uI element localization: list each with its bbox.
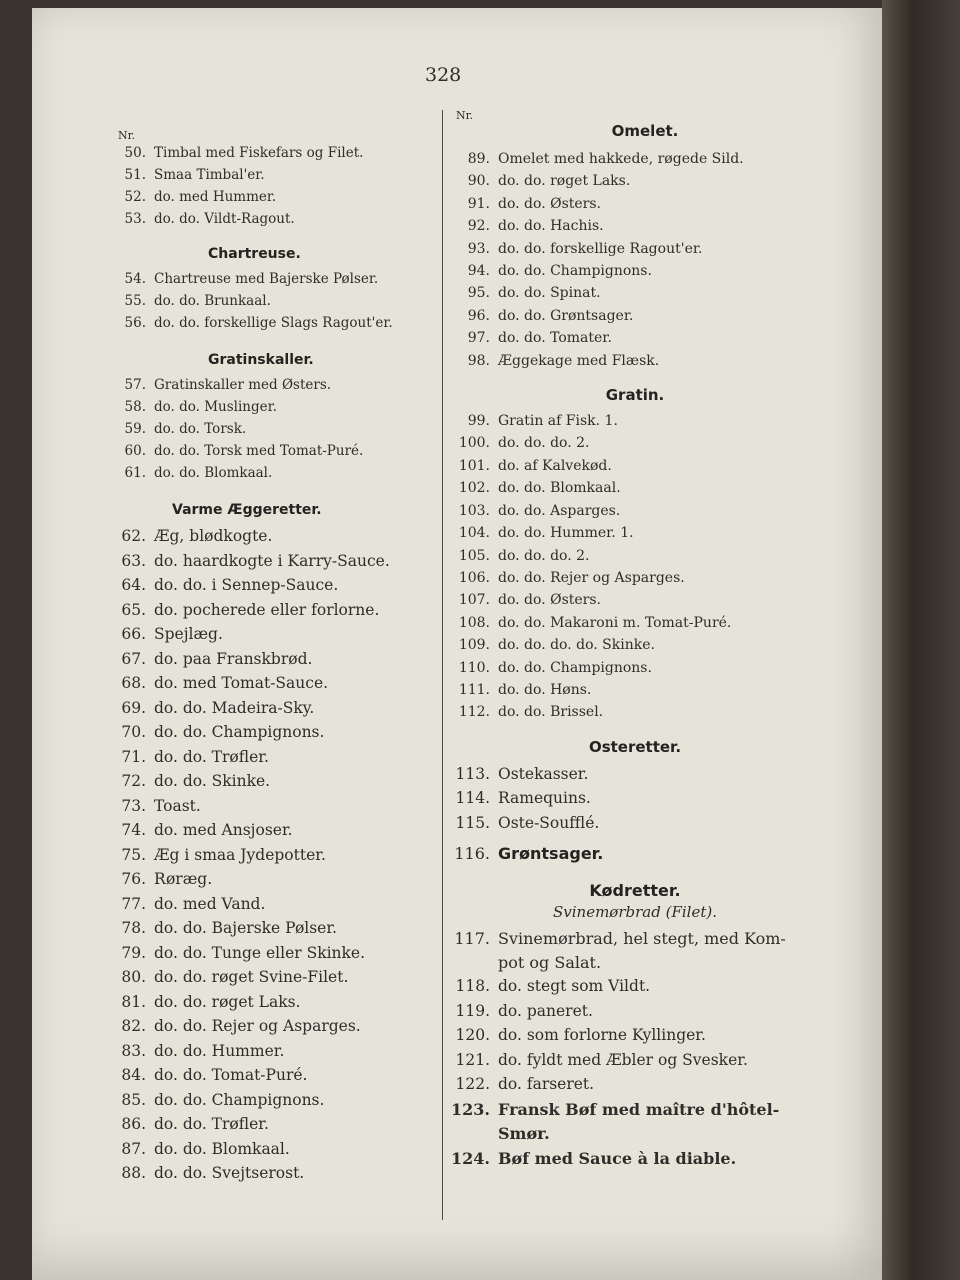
- item-number: 105.: [458, 547, 490, 564]
- list-item: [108, 696, 438, 721]
- item-number: 57.: [124, 377, 146, 393]
- heading-chartreuse: Chartreuse.: [208, 246, 301, 262]
- list-item: [108, 524, 438, 549]
- item-text: do. do. Makaroni m. Tomat-Puré.: [498, 614, 732, 631]
- item-text: do. do. Svejtserost.: [154, 1164, 305, 1182]
- nr-label: Nr.: [118, 129, 136, 142]
- list-item: [108, 462, 438, 484]
- item-text: do. fyldt med Æbler og Svesker.: [498, 1050, 748, 1069]
- item-number: 121.: [455, 1050, 490, 1069]
- item-number: 93.: [467, 240, 490, 257]
- item-text: do. paneret.: [498, 1001, 593, 1020]
- item-number: 71.: [121, 747, 146, 766]
- list-aeggeretter: [108, 524, 438, 1186]
- item-number: 110.: [458, 659, 490, 676]
- list-gratinskaller: [108, 374, 438, 484]
- list-item: [108, 818, 438, 843]
- list-item: [108, 965, 438, 990]
- item-text: do. do. Trøfler.: [154, 747, 269, 766]
- item-text: Toast.: [154, 796, 201, 815]
- item-number: 69.: [121, 698, 146, 717]
- list-item: [440, 455, 810, 477]
- item-number: 79.: [121, 943, 146, 962]
- list-item: [108, 916, 438, 941]
- item-number: 98.: [467, 352, 490, 369]
- list-timbal: [108, 142, 438, 230]
- list-item: [440, 148, 810, 170]
- item-text: do. do. Hachis.: [498, 218, 604, 235]
- item-text: Svinemørbrad, hel stegt, med Kom-: [498, 929, 786, 949]
- item-text: do. do. Tomater.: [498, 330, 612, 347]
- item-number: 97.: [467, 330, 490, 347]
- list-item: [108, 671, 438, 696]
- page-number: 328: [425, 64, 462, 86]
- item-text: Æg i smaa Jydepotter.: [154, 845, 326, 864]
- item-text: do. do. Østers.: [498, 195, 601, 212]
- heading-gratinskaller: Gratinskaller.: [208, 352, 314, 368]
- list-item: [108, 1063, 438, 1088]
- item-text: do. farseret.: [498, 1075, 595, 1094]
- item-text: do. do. Spinat.: [498, 285, 601, 302]
- item-number: 65.: [121, 600, 146, 619]
- item-number: 124.: [451, 1148, 490, 1168]
- list-item: [440, 1048, 810, 1073]
- item-number: 120.: [455, 1026, 490, 1045]
- item-text: do. do. Brunkaal.: [154, 293, 271, 309]
- item-text: do. do. Blomkaal.: [498, 480, 621, 497]
- item-text: Spejlæg.: [154, 625, 223, 643]
- list-item: [440, 811, 810, 836]
- item-text: do. do. i Sennep-Sauce.: [154, 576, 339, 594]
- item-text: do. do. røget Laks.: [154, 992, 301, 1011]
- item-text-groentsager: Grøntsager.: [498, 844, 604, 864]
- item-number: 82.: [121, 1017, 146, 1035]
- item-text: do. do. Skinke.: [154, 772, 271, 790]
- item-number: 118.: [455, 977, 490, 996]
- list-item: [108, 1088, 438, 1113]
- item-number: 51.: [124, 167, 146, 183]
- item-text: Røræg.: [154, 870, 213, 888]
- item-number: 72.: [121, 772, 146, 790]
- list-item: [440, 657, 810, 679]
- list-item: [108, 142, 438, 164]
- item-text: Oste-Soufflé.: [498, 813, 600, 832]
- item-text: do. do. forskellige Slags Ragout'er.: [154, 315, 393, 331]
- item-text: do. do. do. do. Skinke.: [498, 637, 655, 654]
- item-number: 84.: [121, 1066, 146, 1084]
- list-item: [108, 208, 438, 230]
- list-item: [440, 1072, 810, 1097]
- list-item: [440, 926, 810, 952]
- list-item: [108, 598, 438, 623]
- item-text: do. haardkogte i Karry-Sauce.: [154, 551, 390, 570]
- item-text: do. do. Blomkaal.: [154, 465, 273, 481]
- list-item: [108, 290, 438, 312]
- item-number: 115.: [455, 813, 490, 832]
- item-number: 75.: [121, 845, 146, 864]
- item-text: do. af Kalvekød.: [498, 457, 612, 474]
- item-number: 108.: [458, 614, 490, 631]
- list-item: [440, 999, 810, 1024]
- item-number: 116.: [454, 844, 490, 864]
- list-item: [440, 327, 810, 349]
- list-item: [440, 1145, 810, 1173]
- item-number: 100.: [458, 435, 490, 452]
- item-text: do. do. Østers.: [498, 592, 601, 609]
- list-item: [108, 440, 438, 462]
- item-number: 70.: [121, 723, 146, 741]
- item-number: 114.: [455, 789, 490, 808]
- list-item: [440, 634, 810, 656]
- item-number: 78.: [121, 919, 146, 937]
- list-item: [108, 769, 438, 794]
- list-item: [440, 170, 810, 192]
- item-text: do. do. Hummer.: [154, 1041, 285, 1060]
- item-text: Ostekasser.: [498, 764, 589, 783]
- item-number: 58.: [124, 399, 146, 415]
- list-item: [440, 350, 810, 372]
- item-text: do. do. Bajerske Pølser.: [154, 919, 337, 937]
- item-number: 61.: [124, 465, 146, 481]
- item-text: do. do. Rejer og Asparges.: [154, 1017, 361, 1035]
- heading-omelet: Omelet.: [611, 122, 679, 140]
- heading-gratin: Gratin.: [605, 386, 665, 405]
- item-text: do. pocherede eller forlorne.: [154, 600, 380, 619]
- list-item: [108, 186, 438, 208]
- item-number: 59.: [124, 421, 146, 437]
- item-text: Bøf med Sauce à la diable.: [498, 1148, 737, 1168]
- item-text: do. do. Vildt-Ragout.: [154, 211, 295, 227]
- item-text: do. stegt som Vildt.: [498, 977, 651, 996]
- item-text: do. do. forskellige Ragout'er.: [498, 240, 703, 257]
- list-item: [108, 867, 438, 892]
- item-number: 64.: [121, 576, 146, 594]
- item-number: 77.: [121, 894, 146, 913]
- list-item: [440, 974, 810, 999]
- item-number: 60.: [124, 443, 146, 459]
- item-text: do. do. Grøntsager.: [498, 307, 634, 324]
- list-item: [440, 410, 810, 432]
- item-number: 76.: [121, 870, 146, 888]
- list-item: [108, 941, 438, 966]
- item-number: 91.: [467, 195, 490, 212]
- item-text: do. do. do. 2.: [498, 435, 590, 452]
- item-text: do. do. Tunge eller Skinke.: [154, 943, 366, 962]
- right-column: [440, 110, 810, 1173]
- list-item: [108, 396, 438, 418]
- item-text: do. do. do. 2.: [498, 547, 590, 564]
- list-item: [108, 990, 438, 1015]
- item-text: Æg, blødkogte.: [154, 527, 273, 545]
- item-number: 83.: [121, 1041, 146, 1060]
- item-text: Æggekage med Flæsk.: [498, 352, 660, 369]
- item-number: 119.: [455, 1001, 490, 1020]
- item-number: 122.: [455, 1075, 490, 1094]
- list-item: [440, 193, 810, 215]
- item-number: 85.: [121, 1090, 146, 1109]
- list-item: [440, 841, 810, 867]
- item-text: do. do. Rejer og Asparges.: [498, 569, 685, 586]
- list-item: [108, 374, 438, 396]
- list-item: [108, 1137, 438, 1162]
- item-text: Gratinskaller med Østers.: [154, 377, 332, 393]
- list-item: [440, 432, 810, 454]
- nr-label-right: Nr.: [456, 109, 474, 122]
- item-number: 94.: [467, 263, 490, 280]
- item-text: Chartreuse med Bajerske Pølser.: [154, 271, 379, 287]
- item-text: do. do. Brissel.: [498, 704, 604, 721]
- list-item: [108, 892, 438, 917]
- item-number: 62.: [121, 527, 146, 545]
- item-number: 112.: [458, 704, 490, 721]
- item-number: 101.: [458, 457, 490, 474]
- item-text: Timbal med Fiskefars og Filet.: [154, 145, 364, 161]
- item-text: do. do. Madeira-Sky.: [154, 698, 315, 717]
- item-number: 117.: [454, 929, 490, 949]
- item-number: 99.: [467, 413, 490, 430]
- item-number: 87.: [121, 1139, 146, 1158]
- item-number: 113.: [455, 764, 490, 783]
- item-number: 90.: [467, 173, 490, 190]
- list-item: [440, 786, 810, 811]
- item-text: do. som forlorne Kyllinger.: [498, 1026, 706, 1045]
- item-number: 86.: [121, 1115, 146, 1133]
- list-item: [108, 647, 438, 672]
- list-item: [108, 794, 438, 819]
- heading-kodretter: Kødretter.: [589, 881, 681, 901]
- item-number: 102.: [458, 480, 490, 497]
- item-number: 111.: [458, 681, 490, 698]
- item-number: 67.: [121, 649, 146, 668]
- list-gratin: [440, 410, 810, 724]
- list-item: [440, 567, 810, 589]
- item-text: do. do. Torsk med Tomat-Puré.: [154, 443, 364, 459]
- book-spine-edge: [882, 0, 960, 1280]
- item-number: 68.: [121, 674, 146, 692]
- item-text: do. paa Franskbrød.: [154, 649, 313, 668]
- item-number: 88.: [121, 1164, 146, 1182]
- list-item: [440, 477, 810, 499]
- subheading-svinemorbrad: Svinemørbrad (Filet).: [553, 903, 717, 922]
- list-item: [440, 215, 810, 237]
- list-item: [108, 312, 438, 334]
- item-number: 73.: [121, 796, 146, 815]
- item-text: do. med Vand.: [154, 894, 266, 913]
- item-number: 50.: [124, 145, 146, 161]
- item-number: 95.: [467, 285, 490, 302]
- list-item: [440, 238, 810, 260]
- item-text: Smaa Timbal'er.: [154, 167, 265, 183]
- item-text: do. med Ansjoser.: [154, 821, 293, 839]
- item-text: do. do. Champignons.: [498, 263, 652, 280]
- left-column: [108, 130, 438, 1186]
- list-chartreuse: [108, 268, 438, 334]
- item-number: 66.: [121, 625, 146, 643]
- list-item: [108, 1014, 438, 1039]
- list-item: [440, 679, 810, 701]
- item-number: 92.: [467, 218, 490, 235]
- item-text: do. do. Torsk.: [154, 421, 247, 437]
- list-item: [440, 260, 810, 282]
- list-kodretter: [440, 974, 810, 1097]
- item-number: 56.: [124, 315, 146, 331]
- list-item: [108, 268, 438, 290]
- item-text: do. do. Hummer. 1.: [498, 525, 634, 542]
- list-item: [440, 282, 810, 304]
- list-item: [108, 1161, 438, 1186]
- item-text: do. do. Champignons.: [498, 659, 652, 676]
- item-text: do. do. Asparges.: [498, 502, 621, 519]
- list-item: [108, 549, 438, 574]
- item-number: 53.: [124, 211, 146, 227]
- heading-osteretter: Osteretter.: [588, 737, 682, 756]
- item-number: 74.: [121, 821, 146, 839]
- item-text: do. do. Muslinger.: [154, 399, 277, 415]
- list-osteretter: [440, 762, 810, 836]
- list-item: [440, 701, 810, 723]
- item-text: do. do. Champignons.: [154, 723, 325, 741]
- item-number: 81.: [121, 992, 146, 1011]
- list-item: [108, 1112, 438, 1137]
- list-item: [108, 1039, 438, 1064]
- list-item: [440, 305, 810, 327]
- item-number: 107.: [458, 592, 490, 609]
- item-text: Gratin af Fisk. 1.: [498, 413, 618, 430]
- item-text: Omelet med hakkede, røgede Sild.: [498, 151, 744, 167]
- item-text: do. do. Høns.: [498, 681, 592, 698]
- item-number: 55.: [124, 293, 146, 309]
- item-number: 89.: [467, 151, 490, 167]
- list-item: [108, 418, 438, 440]
- item-text: Ramequins.: [498, 789, 591, 808]
- item-number: 103.: [458, 502, 490, 519]
- list-item: [440, 522, 810, 544]
- list-item: [440, 500, 810, 522]
- list-item: [440, 1023, 810, 1048]
- list-omelet: [440, 148, 810, 372]
- list-item: [440, 1097, 810, 1123]
- list-item: [108, 720, 438, 745]
- list-item: [108, 164, 438, 186]
- item-number: 52.: [124, 189, 146, 205]
- item-number: 63.: [121, 551, 146, 570]
- list-item: [108, 843, 438, 868]
- item-text: do. do. røget Laks.: [498, 173, 631, 190]
- list-item: [440, 589, 810, 611]
- item-number: 96.: [467, 307, 490, 324]
- heading-varme-aeggeretter: Varme Æggeretter.: [172, 502, 322, 518]
- item-continuation: pot og Salat.: [498, 953, 602, 973]
- item-number: 106.: [458, 569, 490, 586]
- list-item: [440, 612, 810, 634]
- item-text: do. do. Tomat-Puré.: [154, 1066, 308, 1084]
- item-text: do. do. Blomkaal.: [154, 1139, 290, 1158]
- item-text: Fransk Bøf med maître d'hôtel-: [498, 1099, 780, 1119]
- item-text: do. do. Champignons.: [154, 1090, 325, 1109]
- item-number: 123.: [451, 1099, 490, 1119]
- item-number: 104.: [458, 525, 490, 542]
- item-number: 80.: [121, 968, 146, 986]
- item-number: 109.: [458, 637, 490, 654]
- item-text: do. do. Trøfler.: [154, 1115, 269, 1133]
- item-continuation: Smør.: [498, 1123, 550, 1143]
- item-text: do. do. røget Svine-Filet.: [154, 968, 349, 986]
- list-item: [108, 622, 438, 647]
- list-item: [108, 573, 438, 598]
- list-item: [440, 545, 810, 567]
- list-item: [108, 745, 438, 770]
- item-text: do. med Tomat-Sauce.: [154, 674, 329, 692]
- item-number: 54.: [124, 271, 146, 287]
- item-text: do. med Hummer.: [154, 189, 277, 205]
- list-item: [440, 762, 810, 787]
